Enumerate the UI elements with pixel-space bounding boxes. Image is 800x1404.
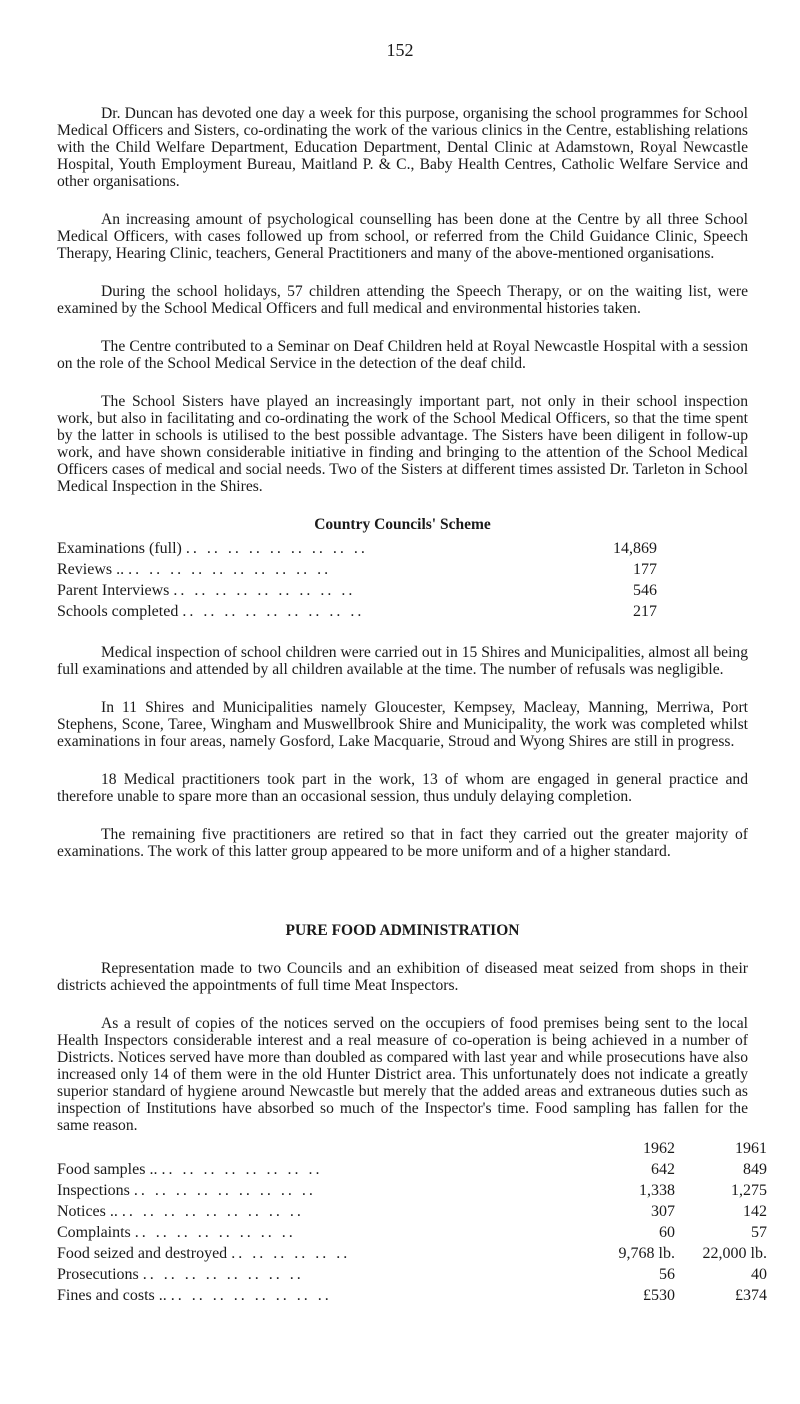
- row-label: Prosecutions: [57, 1266, 139, 1283]
- dot-leader: .. .. .. .. .. .. .. ..: [142, 1266, 304, 1283]
- row-label: Reviews ..: [57, 561, 125, 578]
- table-row: [57, 1224, 767, 1245]
- paragraph: The remaining five practitioners are retired so that in fact they carried out the greater majority of examinations. The work of this latter group appeared to be more uniform and of a higher standard.: [57, 826, 748, 860]
- dot-leader: .. .. .. .. .. .. .. .. ..: [182, 603, 365, 620]
- row-value: 14,869: [613, 540, 657, 557]
- page-number: 152: [386, 40, 414, 60]
- row-label: Schools completed: [57, 603, 179, 620]
- row-label: Fines and costs ..: [57, 1287, 167, 1304]
- row-value: 217: [633, 603, 657, 620]
- value-1961: £374: [735, 1287, 767, 1304]
- value-1962: £530: [643, 1287, 675, 1304]
- column-header-1962: 1962: [643, 1140, 675, 1157]
- table-row: [57, 1245, 767, 1266]
- country-councils-title: Country Councils' Scheme: [314, 516, 491, 533]
- value-1962: 307: [651, 1203, 675, 1220]
- value-1962: 642: [651, 1161, 675, 1178]
- row-value: 546: [633, 582, 657, 599]
- row-label: Food seized and destroyed: [57, 1245, 228, 1262]
- value-1961: 142: [743, 1203, 767, 1220]
- intro-section: [57, 0, 748, 495]
- row-label: Complaints: [57, 1224, 131, 1241]
- paragraph: The Centre contributed to a Seminar on Deaf Children held at Royal Newcastle Hospital with a session on the role of the School Medical Service in the detection of the deaf child.: [57, 338, 748, 372]
- table-row: [57, 1266, 767, 1287]
- row-value: 177: [633, 561, 657, 578]
- paragraph: During the school holidays, 57 children attending the Speech Therapy, or on the waiting list, were examined by the School Medical Officers and full medical and environmental histories taken.: [57, 283, 748, 317]
- value-1962: 56: [659, 1266, 675, 1283]
- dot-leader: .. .. .. .. .. .. .. ..: [134, 1224, 296, 1241]
- paragraph: Medical inspection of school children were carried out in 15 Shires and Municipalities, almost all being full examinations and attended by all children available at the time. The number of refusals was negligible.: [57, 644, 748, 678]
- table-row: [57, 1203, 767, 1224]
- value-1962: 1,338: [639, 1182, 675, 1199]
- table-row: [57, 1161, 767, 1182]
- row-label: Notices ..: [57, 1203, 118, 1220]
- paragraph: An increasing amount of psychological counselling has been done at the Centre by all three School Medical Officers, with cases followed up from school, or referred from the Child Guidance Clinic, Speech Therapy, Hearing Clinic, teachers, General Practitioners and many of the above-mentioned organisations.: [57, 211, 748, 262]
- country-councils-table: [57, 540, 657, 624]
- paragraph: In 11 Shires and Municipalities namely Gloucester, Kempsey, Macleay, Manning, Merriwa, Port Stephens, Scone, Taree, Wingham and Muswellbrook Shire and Municipality, the work was completed whilst examinations in four areas, namely Gosford, Lake Macquarie, Stroud and Wyong Shires are still in progress.: [57, 699, 748, 750]
- pure-food-table: [57, 1140, 767, 1308]
- inspection-section: [57, 644, 748, 860]
- value-1962: 9,768 lb.: [618, 1245, 675, 1262]
- dot-leader: .. .. .. .. .. .. .. .. .. ..: [128, 561, 332, 578]
- pure-food-heading: PURE FOOD ADMINISTRATION: [285, 922, 520, 939]
- column-header-1961: 1961: [735, 1140, 767, 1157]
- row-label: Food samples ..: [57, 1161, 158, 1178]
- table-row: [57, 1287, 767, 1308]
- paragraph: As a result of copies of the notices served on the occupiers of food premises being sent to the local Health Inspectors considerable interest and a real measure of co-operation is being achieved in a number of Districts. Notices served have more than doubled as compared with last year and while prosecutions have also increased only 14 of them were in the old Hunter District area. This unfortunately does not indicate a greatly superior standard of hygiene around Newcastle but merely that the added areas and extraneous duties such as inspection of Institutions have absorbed so much of the Inspector's time. Food sampling has fallen for the same reason.: [57, 1015, 748, 1134]
- dot-leader: .. .. .. .. .. .. .. ..: [161, 1161, 323, 1178]
- value-1961: 849: [743, 1161, 767, 1178]
- table-row: [57, 540, 657, 561]
- table-row: [57, 1182, 767, 1203]
- paragraph: The School Sisters have played an increasingly important part, not only in their school inspection work, but also in facilitating and co-ordinating the work of the School Medical Officers, so that the time spent by the latter in schools is utilised to the best possible advantage. The Sisters have been diligent in follow-up work, and have shown considerable initiative in finding and bringing to the attention of the School Medical Officers cases of medical and social needs. Two of the Sisters at different times assisted Dr. Tarleton in School Medical Inspection in the Shires.: [57, 393, 748, 495]
- table-row: [57, 582, 657, 603]
- row-label: Parent Interviews: [57, 582, 170, 599]
- table-row: [57, 561, 657, 582]
- dot-leader: .. .. .. .. .. ..: [231, 1245, 351, 1262]
- row-label: Examinations (full): [57, 540, 182, 557]
- value-1961: 22,000 lb.: [702, 1245, 767, 1262]
- dot-leader: .. .. .. .. .. .. .. .. ..: [133, 1182, 316, 1199]
- value-1961: 57: [751, 1224, 767, 1241]
- dot-leader: .. .. .. .. .. .. .. ..: [170, 1287, 332, 1304]
- paragraph: 18 Medical practitioners took part in the work, 13 of whom are engaged in general practice and therefore unable to spare more than an occasional session, thus unduly delaying completion.: [57, 771, 748, 805]
- table-header-row: [57, 1140, 767, 1161]
- dot-leader: .. .. .. .. .. .. .. .. ..: [173, 582, 356, 599]
- dot-leader: .. .. .. .. .. .. .. .. ..: [185, 540, 368, 557]
- table-row: [57, 603, 657, 624]
- paragraph: Representation made to two Councils and an exhibition of diseased meat seized from shops in their districts achieved the appointments of full time Meat Inspectors.: [57, 960, 748, 994]
- value-1961: 40: [751, 1266, 767, 1283]
- row-label: Inspections: [57, 1182, 130, 1199]
- dot-leader: .. .. .. .. .. .. .. .. ..: [121, 1203, 304, 1220]
- value-1962: 60: [659, 1224, 675, 1241]
- paragraph: Dr. Duncan has devoted one day a week for this purpose, organising the school programmes for School Medical Officers and Sisters, co-ordinating the work of the various clinics in the Centre, establishing relations with the Child Welfare Department, Education Department, Dental Clinic at Adamstown, Royal Newcastle Hospital, Youth Employment Bureau, Maitland P. & C., Baby Health Centres, Catholic Welfare Service and other organisations.: [57, 105, 748, 190]
- value-1961: 1,275: [731, 1182, 767, 1199]
